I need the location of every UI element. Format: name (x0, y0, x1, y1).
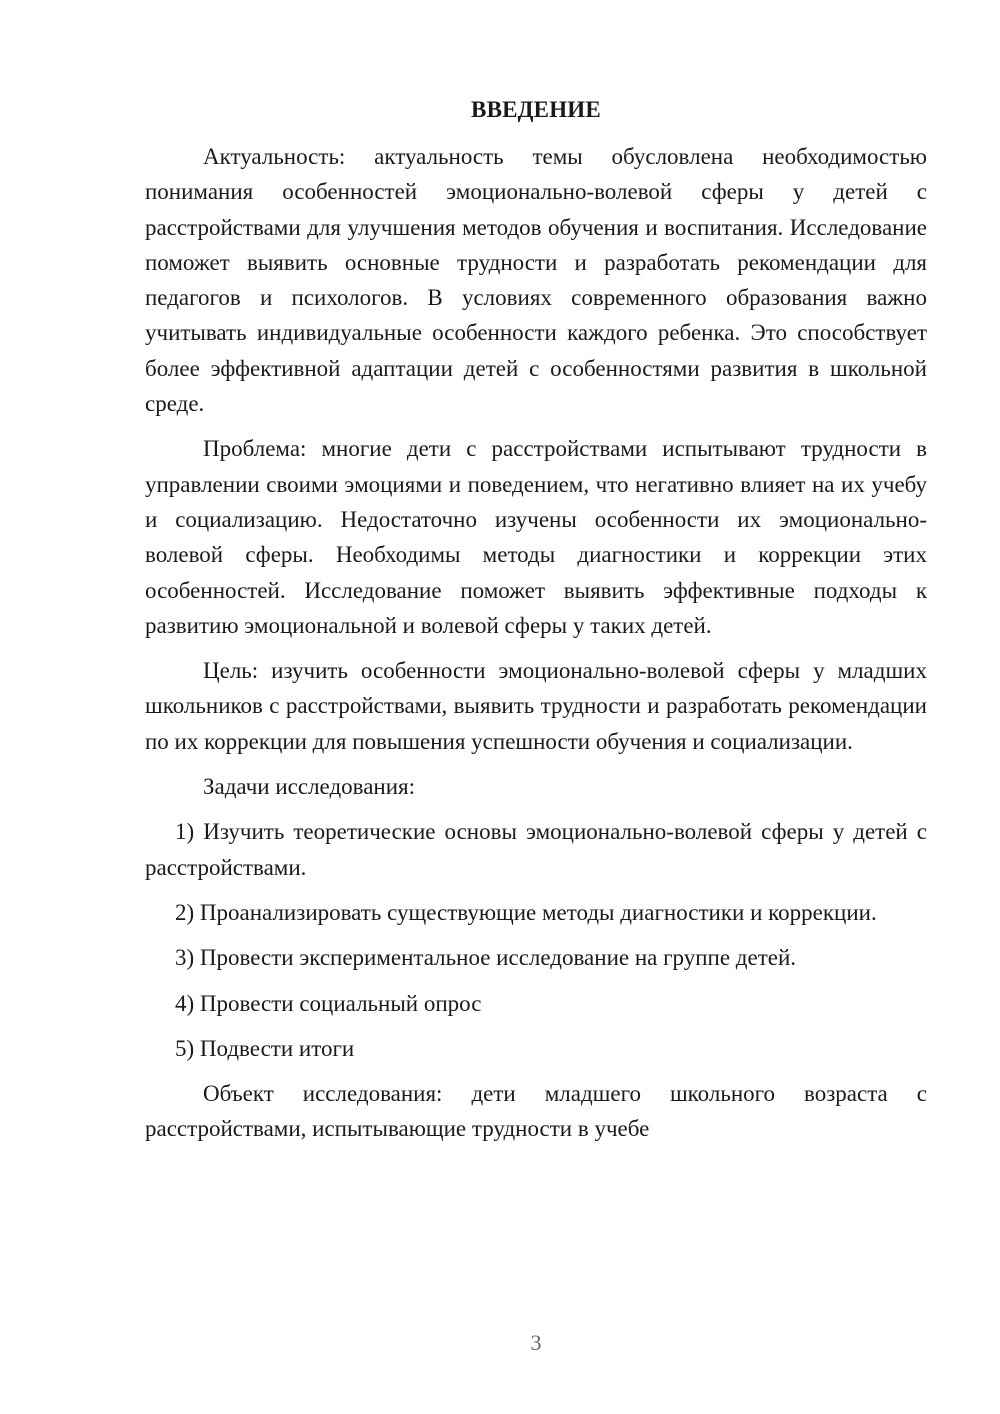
task-item-5: 5) Подвести итоги (175, 1035, 355, 1061)
task-item-4: 4) Провести социальный опрос (175, 990, 482, 1016)
paragraph-problem: Проблема: многие дети с расстройствами испытывают трудности в управлении своими эмоциями и поведением, что негативно влияет на их учебу и социализацию. Недостаточно изучены особенности их эмоционально-волевой сферы. Необходимы методы диагностики и коррекции этих особенностей. Исследование поможет выявить эффективные подходы к развитию эмоциональной и волевой сферы у таких детей. (145, 436, 927, 638)
task-item-3: 3) Провести экспериментальное исследование на группе детей. (175, 945, 797, 971)
task-item-1: 1) Изучить теоретические основы эмоционально-волевой сферы у детей с расстройствами. (145, 819, 927, 880)
paragraph-relevance: Актуальность: актуальность темы обусловлена необходимостью понимания особенностей эмоционально-волевой сферы у детей с расстройствами для улучшения методов обучения и воспитания. Исследование поможет выявить основные трудности и разработать рекомендации для педагогов и психологов. В условиях современного образования важно учитывать индивидуальные особенности каждого ребенка. Это способствует более эффективной адаптации детей с особенностями развития в школьной среде. (145, 144, 927, 417)
paragraph-goal: Цель: изучить особенности эмоционально-волевой сферы у младших школьников с расстройствами, выявить трудности и разработать рекомендации по их коррекции для повышения успешности обучения и социализации. (145, 658, 927, 754)
paragraph-tasks-heading: Задачи исследования: (203, 774, 416, 800)
section-title: ВВЕДЕНИЕ (471, 97, 601, 122)
paragraph-object: Объект исследования: дети младшего школьного возраста с расстройствами, испытывающие трудности в учебе (145, 1081, 927, 1142)
task-item-2: 2) Проанализировать существующие методы диагностики и коррекции. (175, 899, 877, 925)
page-number: 3 (530, 1330, 542, 1355)
document-page (145, 92, 927, 1157)
